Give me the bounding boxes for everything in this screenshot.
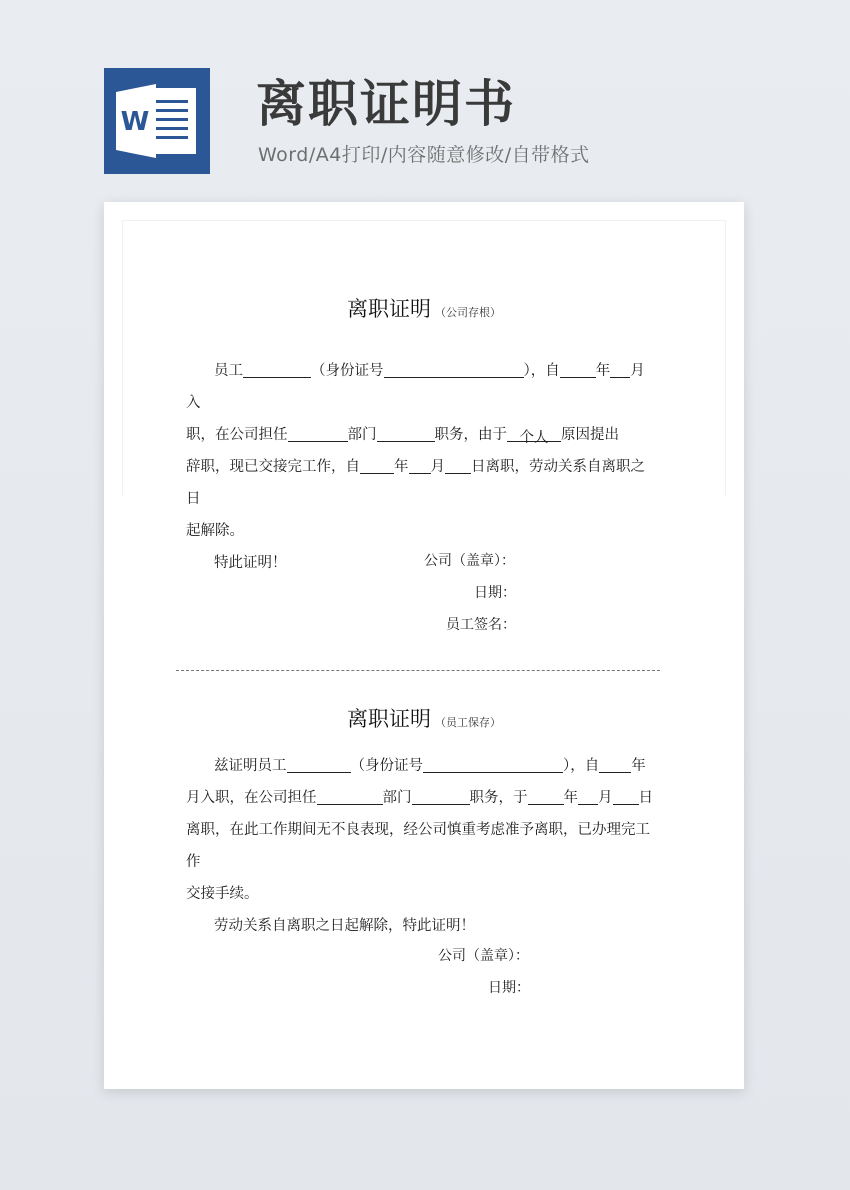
section1-employee-signature: 员工签名：: [446, 617, 516, 633]
section1-title-note: （公司存根）: [435, 306, 501, 319]
section2-line4: 交接手续。: [186, 886, 259, 902]
blank-leave-year[interactable]: [360, 454, 394, 474]
blank-leave-day-2[interactable]: [613, 785, 639, 805]
blank-start-month[interactable]: [610, 358, 630, 378]
blank-employee-name-2[interactable]: [287, 753, 351, 773]
page-title: 离职证明书: [256, 75, 516, 133]
section1-title: [104, 295, 744, 327]
blank-employee-name[interactable]: [243, 358, 311, 378]
header: [0, 0, 850, 200]
section1-line5: 特此证明！: [214, 555, 287, 571]
section1-line2: 职，在公司担任 部门 职务，由于 个人 原因提出: [186, 419, 656, 451]
blank-leave-year-2[interactable]: [528, 785, 564, 805]
blank-position[interactable]: [377, 422, 435, 442]
section1-line3: 辞职，现已交接完工作，自 年 月 日离职，劳动关系自离职之日: [186, 451, 656, 515]
blank-id-number[interactable]: [384, 358, 524, 378]
document-page: [104, 202, 744, 1089]
section2-line5: 劳动关系自离职之日起解除，特此证明！: [214, 918, 475, 934]
blank-id-number-2[interactable]: [423, 753, 563, 773]
section2-line1: 兹证明员工 （身份证号 ），自 年: [186, 750, 656, 782]
section2-date: 日期：: [488, 980, 530, 996]
word-letter: W: [120, 107, 150, 137]
blank-start-year-2[interactable]: [599, 753, 631, 773]
blank-reason[interactable]: 个人: [507, 422, 561, 442]
blank-leave-day[interactable]: [445, 454, 471, 474]
cut-line: [176, 670, 660, 671]
section1-title-text: 离职证明: [347, 297, 431, 321]
word-icon: [104, 68, 210, 174]
section2-line3: 离职，在此工作期间无不良表现，经公司慎重考虑准予离职，已办理完工作: [186, 822, 650, 870]
section1-date: 日期：: [474, 585, 516, 601]
blank-position-2[interactable]: [412, 785, 470, 805]
page-subtitle: Word/A4打印/内容随意修改/自带格式: [258, 144, 590, 166]
section2-title-text: 离职证明: [347, 707, 431, 731]
section1-company-stamp: 公司（盖章）：: [424, 553, 515, 569]
section1-line1: 员工 （身份证号 ），自 年 月入: [186, 355, 656, 419]
blank-start-year[interactable]: [560, 358, 596, 378]
section1-line4: 起解除。: [186, 523, 244, 539]
section2-company-stamp: 公司（盖章）：: [438, 948, 529, 964]
section2-title: [104, 705, 744, 737]
section2-line2: 月入职，在公司担任 部门 职务，于 年 月 日: [186, 782, 656, 814]
section1-body: [186, 355, 656, 579]
blank-leave-month[interactable]: [409, 454, 431, 474]
blank-department-2[interactable]: [317, 785, 383, 805]
blank-department[interactable]: [288, 422, 348, 442]
blank-leave-month-2[interactable]: [578, 785, 598, 805]
section2-body: [186, 750, 656, 942]
section2-title-note: （员工保存）: [435, 716, 501, 729]
